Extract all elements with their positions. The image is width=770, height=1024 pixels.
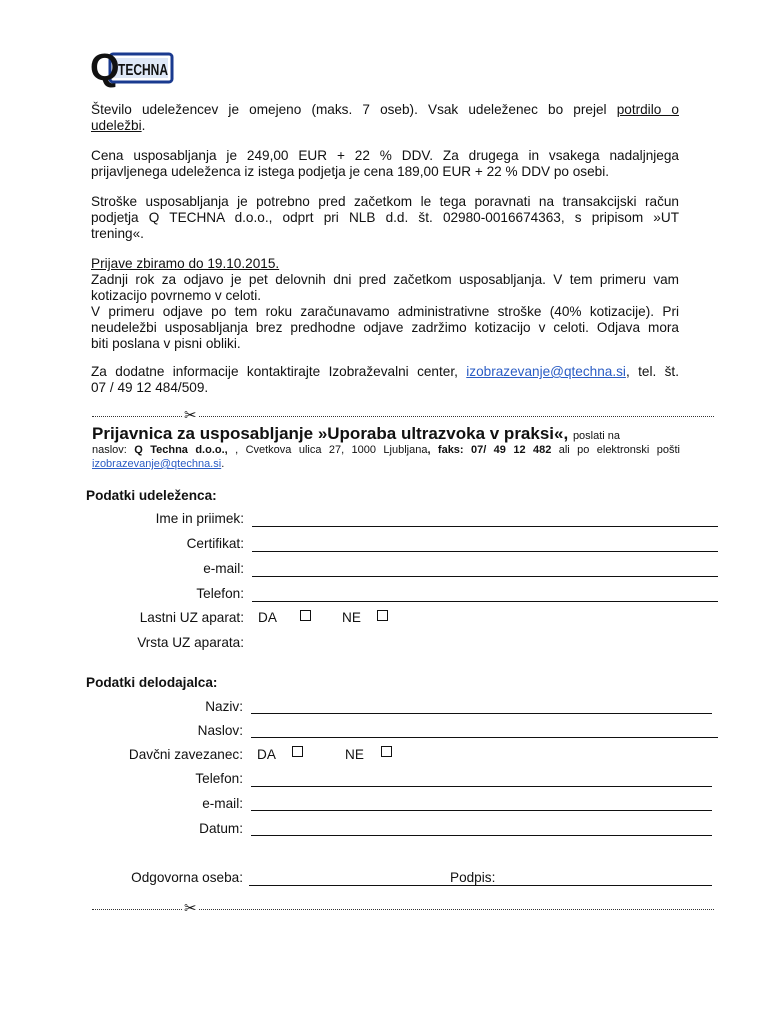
employer-heading: Podatki delodajalca: bbox=[86, 675, 218, 690]
date-field[interactable] bbox=[251, 835, 712, 836]
qtechna-logo bbox=[88, 44, 174, 96]
participant-certificate-label: Certifikat: bbox=[186, 536, 244, 551]
participant-email-field[interactable] bbox=[252, 576, 718, 577]
own-device-no-label: NE bbox=[342, 610, 361, 625]
contact-paragraph: Za dodatne informacije kontaktirajte Izobraževalni center, izobrazevanje@qtechna.si, tel. št. 07 / 49 12 484/509. bbox=[91, 364, 679, 395]
svg-text:Q: Q bbox=[90, 47, 120, 89]
device-type-label: Vrsta UZ aparata: bbox=[137, 635, 244, 650]
participant-heading: Podatki udeleženca: bbox=[86, 488, 217, 503]
date-label: Datum: bbox=[199, 821, 243, 836]
scissors-icon: ✂ bbox=[184, 899, 197, 917]
participant-certificate-field[interactable] bbox=[252, 551, 718, 552]
contact-email-link[interactable]: izobrazevanje@qtechna.si bbox=[466, 364, 626, 379]
certificate-note: potrdilo o bbox=[616, 102, 679, 117]
participant-limit-paragraph: Število udeležencev je omejeno (maks. 7 oseb). Vsak udeleženec bo prejel potrdilo o udeležbi. bbox=[91, 102, 679, 133]
tax-payer-no-label: NE bbox=[345, 747, 364, 762]
registration-deadline: Prijave zbiramo do 19.10.2015. bbox=[91, 256, 280, 271]
employer-name-field[interactable] bbox=[251, 713, 712, 714]
own-device-yes-checkbox-icon[interactable] bbox=[300, 610, 311, 621]
signature-label: Podpis: bbox=[450, 870, 496, 885]
participant-phone-label: Telefon: bbox=[196, 586, 244, 601]
deadline-paragraph: Prijave zbiramo do 19.10.2015. Zadnji rok za odjavo je pet delovnih dni pred začetkom usposabljanja. V tem primeru vam kotizacijo povrnemo v celoti. V primeru odjave po tem roku zaračunavamo administrativne stroške (40% kotizacije). Pri neudeležbi usposabljanja brez predhodne odjave zadržimo kotizacijo v celoti. Odjava mora biti poslana v pisni obliki. bbox=[91, 256, 679, 351]
employer-name-label: Naziv: bbox=[205, 699, 243, 714]
tax-payer-label: Davčni zavezanec: bbox=[128, 747, 243, 762]
price-paragraph: Cena usposabljanja je 249,00 EUR + 22 % DDV. Za drugega in vsakega nadaljnjega prijavljenega udeleženca iz istega podjetja je cena 189,00 EUR + 22 % DDV po osebi. bbox=[91, 148, 679, 179]
responsible-person-label: Odgovorna oseba: bbox=[131, 870, 243, 885]
participant-name-label: Ime in priimek: bbox=[155, 511, 244, 526]
responsible-person-field[interactable] bbox=[249, 885, 712, 886]
participant-email-label: e-mail: bbox=[203, 561, 244, 576]
participant-name-field[interactable] bbox=[252, 526, 718, 527]
svg-text:TECHNA: TECHNA bbox=[118, 62, 169, 79]
participant-phone-field[interactable] bbox=[252, 601, 718, 602]
employer-address-field[interactable] bbox=[251, 737, 718, 738]
payment-paragraph: Stroške usposabljanja je potrebno pred začetkom le tega poravnati na transakcijski račun podjetja Q TECHNA d.o.o., odprt pri NLB d.d. št. 02980-0016674363, s pripisom »UT trening«. bbox=[91, 194, 679, 241]
own-device-yes-label: DA bbox=[258, 610, 277, 625]
own-device-no-checkbox-icon[interactable] bbox=[377, 610, 388, 621]
form-email-link[interactable]: izobrazevanje@qtechna.si bbox=[92, 458, 222, 470]
own-device-label: Lastni UZ aparat: bbox=[139, 610, 244, 625]
employer-email-field[interactable] bbox=[251, 810, 712, 811]
tax-payer-yes-checkbox-icon[interactable] bbox=[292, 746, 303, 757]
employer-email-label: e-mail: bbox=[202, 796, 243, 811]
employer-address-label: Naslov: bbox=[197, 723, 243, 738]
scissors-icon: ✂ bbox=[184, 406, 197, 424]
tax-payer-no-checkbox-icon[interactable] bbox=[381, 746, 392, 757]
employer-phone-field[interactable] bbox=[251, 786, 712, 787]
form-title: Prijavnica za usposabljanje »Uporaba ultrazvoka v praksi«, poslati na bbox=[92, 424, 621, 443]
tax-payer-yes-label: DA bbox=[257, 747, 276, 762]
form-send-instructions: naslov: Q Techna d.o.o., , Cvetkova ulica 27, 1000 Ljubljana, faks: 07/ 49 12 482 ali po elektronski pošti izobrazevanje@qtechna.si. bbox=[92, 444, 680, 470]
employer-phone-label: Telefon: bbox=[195, 771, 243, 786]
